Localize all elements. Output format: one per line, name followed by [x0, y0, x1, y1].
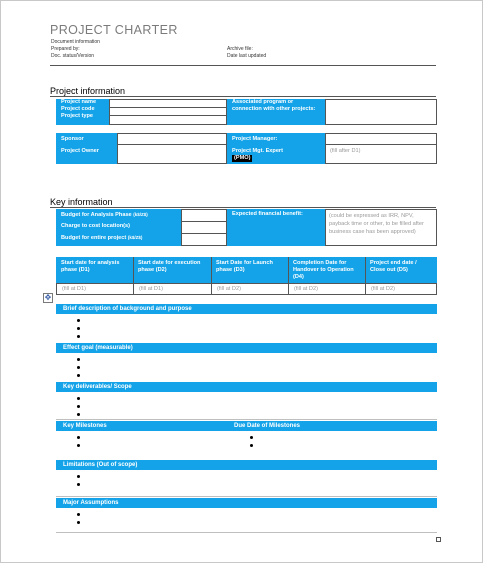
project-name-label: Project name: [61, 99, 97, 105]
budget-analysis-label: Budget for Analysis Phase (k$/Z$): [61, 212, 148, 218]
background-section-bar: Brief description of background and purpose: [56, 304, 437, 314]
expected-benefit-label: Expected financial benefit:: [227, 209, 325, 246]
expected-benefit-field[interactable]: [325, 209, 437, 246]
bullet-point: [77, 405, 80, 408]
key-information-heading: Key information: [50, 197, 113, 207]
bullet-point: [77, 366, 80, 369]
project-info-divider: [50, 96, 436, 97]
date-d3-label: Start Date for Launch phase (D3): [211, 257, 288, 283]
bullet-point: [77, 521, 80, 524]
project-owner-field[interactable]: [117, 144, 227, 164]
date-d5-label: Project end date / Close out (D5): [365, 257, 437, 283]
page-title: PROJECT CHARTER: [50, 23, 178, 37]
benefit-note-hint: (could be expressed as IRR, NPV, payback time or other, to be filled after business case has been approved): [329, 213, 424, 235]
pmo-badge: (PMO): [234, 155, 251, 161]
bullet-point: [77, 327, 80, 330]
bullet-point: [77, 319, 80, 322]
project-type-field[interactable]: [109, 115, 227, 125]
date-d1-field[interactable]: (fill at D1): [56, 283, 134, 295]
project-owner-label: Project Owner: [61, 148, 99, 154]
date-d4-label: Completion Date for Handover to Operation (D4): [288, 257, 365, 283]
bullet-point: [77, 513, 80, 516]
project-code-label: Project code: [61, 106, 95, 112]
deliverables-section-bar: Key deliverables/ Scope: [56, 382, 437, 392]
document-information-label: Document information: [51, 39, 100, 45]
project-type-label: Project type: [61, 113, 94, 119]
due-date-label: Due Date of Milestones: [234, 423, 301, 429]
budget-entire-field[interactable]: [181, 233, 227, 246]
fill-after-d1-hint: (fill after D1): [330, 148, 361, 154]
sponsor-label: Sponsor: [61, 136, 84, 142]
date-d3-field[interactable]: (fill at D2): [211, 283, 289, 295]
section-separator: [56, 532, 437, 533]
limitations-section-bar: Limitations (Out of scope): [56, 460, 437, 470]
bullet-point: [77, 413, 80, 416]
key-info-divider: [50, 207, 436, 208]
section-separator: [56, 419, 437, 420]
bullet-point: [77, 475, 80, 478]
bullet-point: [77, 444, 80, 447]
key-milestones-label: Key Milestones: [63, 423, 107, 429]
date-d5-field[interactable]: (fill at D2): [365, 283, 437, 295]
table-move-handle-icon[interactable]: ✥: [44, 293, 52, 302]
date-d2-label: Start date for execution phase (D2): [133, 257, 211, 283]
associated-label: Associated program or connection with other projects:: [227, 99, 325, 125]
bullet-point: [77, 335, 80, 338]
effect-goal-section-bar: Effect goal (measurable): [56, 343, 437, 353]
project-manager-label: Project Manager:: [232, 136, 278, 142]
doc-status-label: Doc. status/Version: [51, 53, 95, 59]
bullet-point: [77, 436, 80, 439]
bullet-point: [77, 483, 80, 486]
date-d4-field[interactable]: (fill at D2): [288, 283, 366, 295]
assumptions-section-bar: Major Assumptions: [56, 498, 437, 508]
date-d1-label: Start date for analysis phase (D1): [56, 257, 133, 283]
charge-cost-label: Charge to cost location(s): [61, 223, 130, 229]
section-separator: [56, 496, 437, 497]
prepared-by-label: Prepared by:: [51, 46, 80, 52]
project-information-heading: Project information: [50, 86, 126, 96]
date-updated-label: Date last updated: [227, 53, 267, 59]
bullet-point: [250, 444, 253, 447]
manager-expert-label-column: [227, 133, 325, 164]
bullet-point: [77, 397, 80, 400]
date-d2-field[interactable]: (fill at D1): [133, 283, 212, 295]
project-mgt-expert-field[interactable]: [325, 144, 437, 164]
bullet-point: [250, 436, 253, 439]
budget-entire-label: Budget for entire project (k$/Z$): [61, 235, 143, 241]
table-resize-handle-icon[interactable]: [436, 537, 441, 542]
associated-field[interactable]: [325, 99, 437, 125]
bullet-point: [77, 374, 80, 377]
archive-file-label: Archive file:: [227, 46, 253, 52]
milestones-section-bar: [56, 421, 437, 431]
header-divider: [50, 65, 436, 66]
bullet-point: [77, 358, 80, 361]
project-mgt-expert-label: Project Mgt. Expert: [232, 148, 283, 154]
